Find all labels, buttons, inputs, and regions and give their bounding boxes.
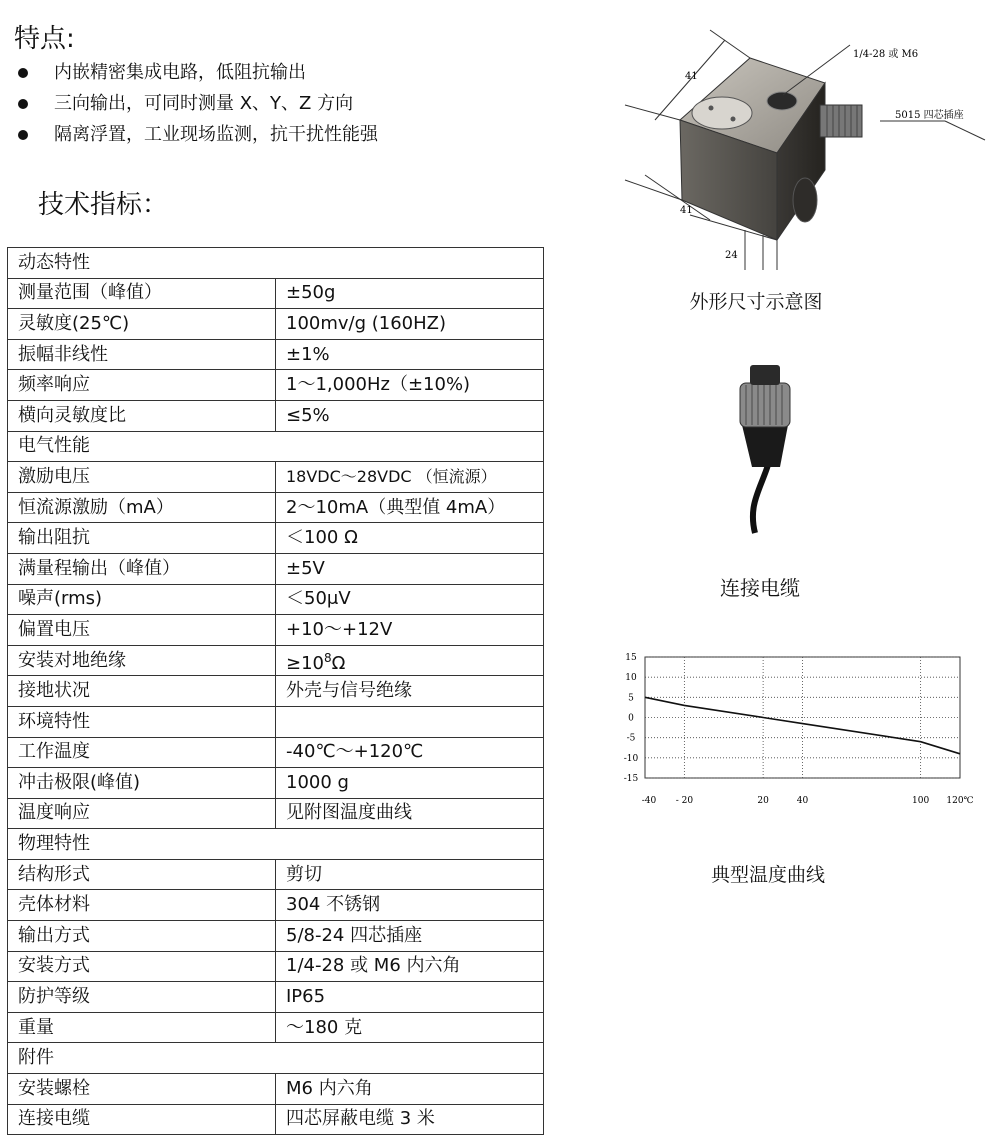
spec-name: 偏置电压	[8, 615, 276, 646]
spec-name: 输出方式	[8, 921, 276, 952]
disc-screw	[731, 117, 736, 122]
spec-row	[8, 309, 544, 340]
spec-section-row	[8, 248, 544, 279]
feature-item: 隔离浮置，工业现场监测，抗干扰性能强	[14, 122, 378, 153]
x-tick-label: 100	[912, 796, 930, 806]
spec-row	[8, 278, 544, 309]
dimension-drawing	[615, 25, 1000, 285]
spec-row	[8, 1104, 544, 1135]
spec-name: 安装对地绝缘	[8, 645, 276, 676]
cable-caption: 连接电缆	[720, 576, 800, 600]
spec-row	[8, 798, 544, 829]
spec-value: 1/4-28 或 M6 内六角	[276, 951, 544, 982]
spec-value: ＜100 Ω	[276, 523, 544, 554]
x-tick-label: 20	[757, 796, 769, 806]
spec-name: 横向灵敏度比	[8, 400, 276, 431]
x-tick-label: 120℃	[946, 796, 974, 806]
spec-value: ±50g	[276, 278, 544, 309]
features-title: 特点:	[14, 24, 75, 54]
spec-name: 恒流源激励（mA）	[8, 492, 276, 523]
spec-name: 安装方式	[8, 951, 276, 982]
spec-section-label: 物理特性	[8, 829, 544, 860]
x-tick-label: - 20	[675, 796, 694, 806]
spec-row	[8, 339, 544, 370]
spec-row	[8, 400, 544, 431]
spec-value: 见附图温度曲线	[276, 798, 544, 829]
hole-label: 1/4-28 或 M6	[853, 49, 919, 60]
spec-row	[8, 492, 544, 523]
spec-row	[8, 921, 544, 952]
connector-body	[820, 105, 862, 137]
spec-name: 测量范围（峰值）	[8, 278, 276, 309]
spec-value: IP65	[276, 982, 544, 1013]
specs-title: 技术指标：	[38, 190, 169, 220]
features-list	[14, 60, 378, 153]
spec-value: 2～10mA（典型值 4mA）	[276, 492, 544, 523]
spec-row	[8, 676, 544, 707]
spec-section-label: 附件	[8, 1043, 544, 1074]
spec-name: 防护等级	[8, 982, 276, 1013]
spec-name: 工作温度	[8, 737, 276, 768]
spec-row	[8, 523, 544, 554]
spec-value: M6 内六角	[276, 1074, 544, 1105]
spec-name: 环境特性	[8, 706, 276, 737]
spec-section-row	[8, 829, 544, 860]
mount-disc	[692, 97, 752, 129]
spec-value: 1～1,000Hz（±10%)	[276, 370, 544, 401]
spec-value: 18VDC～28VDC （恒流源）	[276, 462, 544, 493]
spec-section-row	[8, 431, 544, 462]
spec-value: 304 不锈钢	[276, 890, 544, 921]
temperature-chart	[605, 648, 985, 818]
y-tick-label: 5	[628, 693, 634, 704]
dim-top-label: 41	[685, 71, 698, 82]
spec-value	[276, 645, 544, 676]
spec-name: 满量程输出（峰值）	[8, 553, 276, 584]
y-tick-label: -5	[626, 733, 636, 744]
spec-name: 输出阻抗	[8, 523, 276, 554]
cable-knurl-lines	[746, 385, 782, 425]
spec-row	[8, 859, 544, 890]
spec-value-base: ≥10	[286, 652, 324, 674]
spec-value: 1000 g	[276, 768, 544, 799]
spec-value: ±5V	[276, 553, 544, 584]
connector-label: 5015 四芯插座	[895, 110, 964, 121]
spec-row	[8, 890, 544, 921]
spec-section-label: 动态特性	[8, 248, 544, 279]
spec-name: 温度响应	[8, 798, 276, 829]
spec-row	[8, 768, 544, 799]
x-tick-label: -40	[641, 796, 657, 806]
spec-row	[8, 645, 544, 676]
spec-row	[8, 370, 544, 401]
spec-value: -40℃～+120℃	[276, 737, 544, 768]
spec-value	[276, 706, 544, 737]
spec-value: ±1%	[276, 339, 544, 370]
spec-row	[8, 553, 544, 584]
spec-name: 连接电缆	[8, 1104, 276, 1135]
spec-name: 接地状况	[8, 676, 276, 707]
spec-name: 冲击极限(峰值)	[8, 768, 276, 799]
spec-value: 外壳与信号绝缘	[276, 676, 544, 707]
side-disc	[793, 178, 817, 222]
spec-value-unit: Ω	[331, 652, 346, 674]
spec-name: 振幅非线性	[8, 339, 276, 370]
dim-bottom-label: 41	[680, 205, 693, 216]
spec-row	[8, 584, 544, 615]
mount-hole	[767, 92, 797, 110]
spec-name: 激励电压	[8, 462, 276, 493]
disc-screw	[709, 106, 714, 111]
feature-item: 三向输出，可同时测量 X、Y、Z 方向	[14, 91, 378, 122]
spec-value: 四芯屏蔽电缆 3 米	[276, 1104, 544, 1135]
spec-value: ＜50μV	[276, 584, 544, 615]
y-tick-label: 15	[625, 653, 637, 663]
spec-name: 噪声(rms)	[8, 584, 276, 615]
spec-table	[7, 247, 544, 1135]
dimension-caption: 外形尺寸示意图	[689, 291, 823, 313]
spec-value: ～180 克	[276, 1012, 544, 1043]
x-tick-label: 40	[796, 796, 809, 806]
spec-name: 灵敏度(25℃)	[8, 309, 276, 340]
spec-section-label: 电气性能	[8, 431, 544, 462]
y-tick-label: 0	[628, 713, 634, 724]
spec-row	[8, 706, 544, 737]
cable-plug-face	[750, 365, 780, 385]
spec-row	[8, 982, 544, 1013]
spec-section-row	[8, 1043, 544, 1074]
spec-value-exponent: 8	[324, 650, 332, 665]
spec-value: 剪切	[276, 859, 544, 890]
spec-row	[8, 1012, 544, 1043]
cable-wire	[753, 465, 768, 533]
spec-row	[8, 737, 544, 768]
spec-name: 壳体材料	[8, 890, 276, 921]
y-tick-label: -10	[623, 753, 639, 764]
cable-boot	[742, 425, 788, 467]
spec-value: ≤5%	[276, 400, 544, 431]
spec-name: 重量	[8, 1012, 276, 1043]
spec-row	[8, 951, 544, 982]
spec-value: 100mv/g (160HZ)	[276, 309, 544, 340]
spec-row	[8, 1074, 544, 1105]
spec-value: 5/8-24 四芯插座	[276, 921, 544, 952]
spec-row	[8, 462, 544, 493]
dim-height-label: 24	[725, 250, 738, 261]
spec-name: 结构形式	[8, 859, 276, 890]
spec-value: +10～+12V	[276, 615, 544, 646]
spec-row	[8, 615, 544, 646]
feature-item: 内嵌精密集成电路，低阻抗输出	[14, 60, 378, 91]
y-tick-label: -15	[623, 774, 639, 784]
cable-image	[730, 355, 800, 535]
spec-name: 频率响应	[8, 370, 276, 401]
spec-name: 安装螺栓	[8, 1074, 276, 1105]
chart-caption: 典型温度曲线	[710, 864, 825, 886]
y-tick-label: 10	[625, 673, 637, 684]
